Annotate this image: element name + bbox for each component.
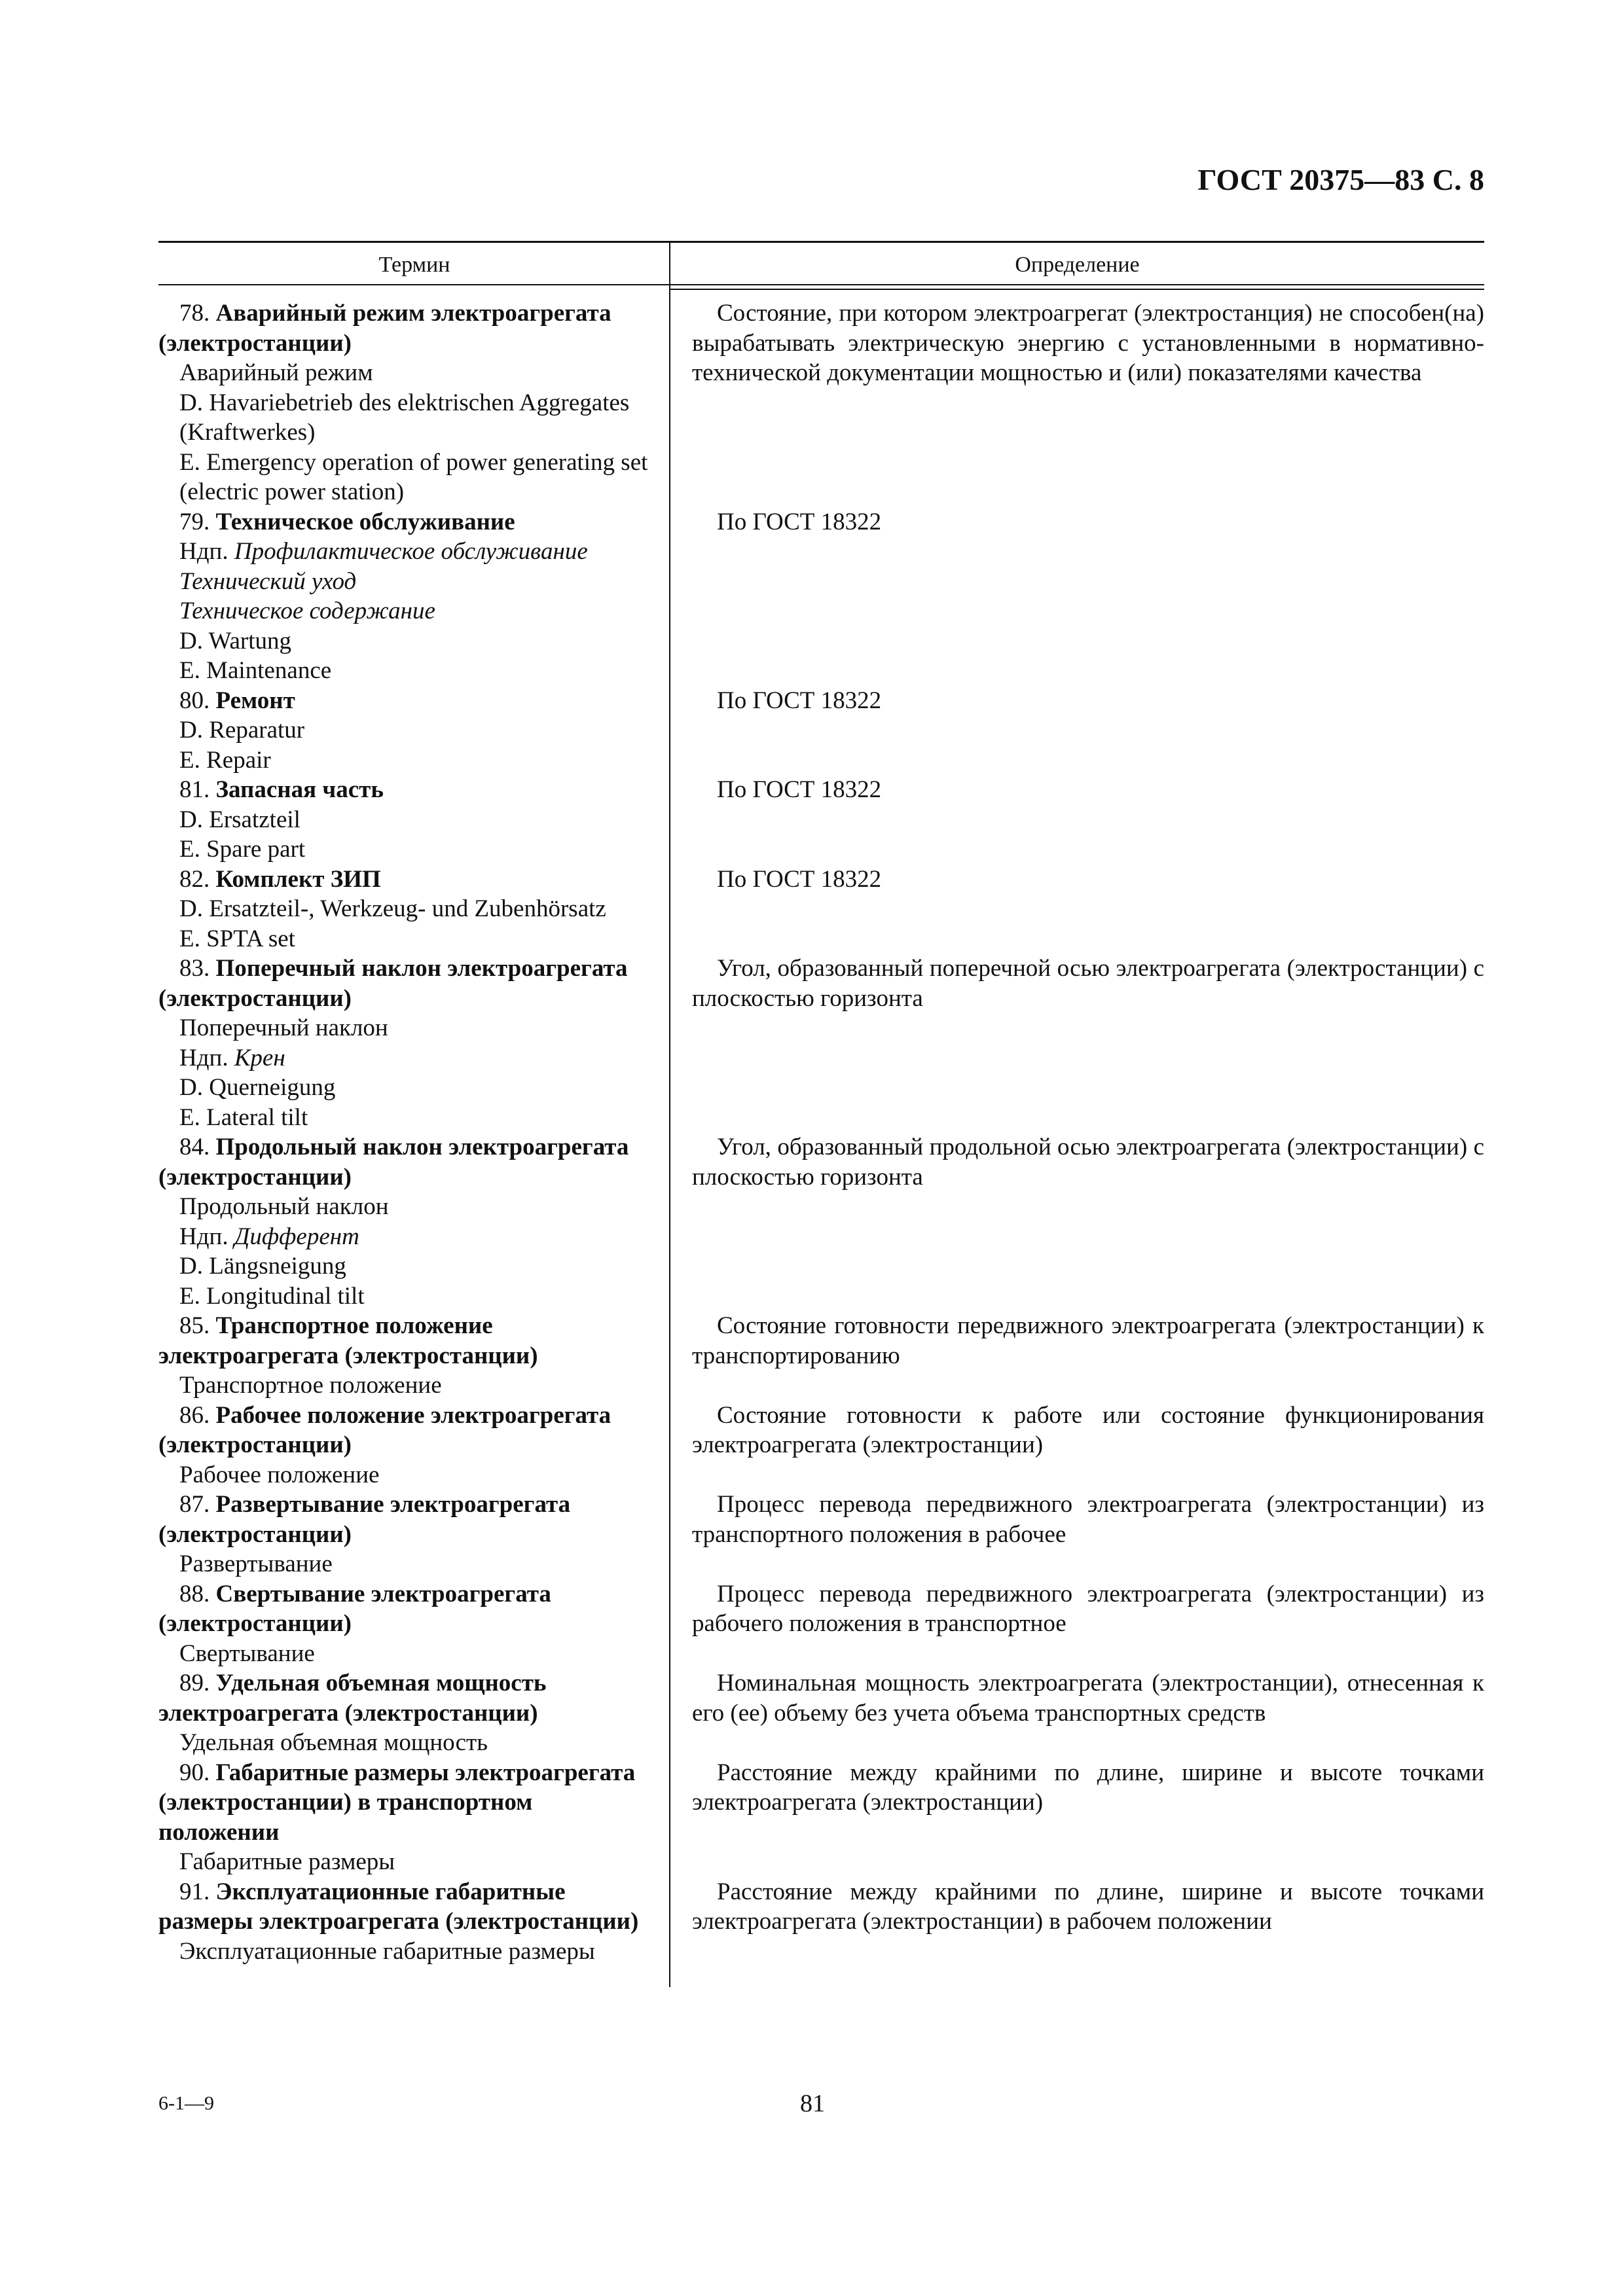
table-body xyxy=(158,298,1484,1966)
definition-text: Процесс перевода передвижного электроагрегата (электростанции) из транспортного положения в рабочее xyxy=(692,1491,1484,1548)
definition-text: По ГОСТ 18322 xyxy=(717,865,882,893)
term-number: 91. xyxy=(179,1878,216,1905)
term-equivalent: Транспортное положение xyxy=(179,1372,442,1399)
term-equivalent: E. SPTA set xyxy=(179,925,295,952)
term-number: 81. xyxy=(179,776,216,803)
term-cell xyxy=(158,507,656,686)
term-equivalent: Удельная объемная мощность xyxy=(179,1729,488,1756)
definition-cell xyxy=(692,1877,1484,1967)
table-row xyxy=(158,1311,1484,1401)
table-row xyxy=(158,1877,1484,1967)
term-title xyxy=(158,1490,656,1549)
term-number: 79. xyxy=(179,508,216,535)
table-header-row xyxy=(158,241,1484,285)
term-title xyxy=(158,686,656,716)
term-number: 86. xyxy=(179,1401,216,1429)
term-cell xyxy=(158,1490,656,1579)
definition-text: Состояние готовности к работе или состояние функционирования электроагрегата (электростанции) xyxy=(692,1401,1484,1458)
term-number: 88. xyxy=(179,1580,216,1607)
term-not-allowed xyxy=(158,1043,656,1073)
term-equivalent: E. Emergency operation of power generating set (electric power station) xyxy=(179,448,648,505)
table-row xyxy=(158,954,1484,1132)
term-title xyxy=(158,1668,656,1728)
term-equivalent: E. Lateral tilt xyxy=(179,1103,308,1131)
table-row xyxy=(158,1758,1484,1877)
term-equivalent: D. Ersatzteil-, Werkzeug- und Zubenhörsatz xyxy=(179,895,606,922)
term-number: 90. xyxy=(179,1759,216,1786)
definition-cell xyxy=(692,1401,1484,1490)
definition-text: Расстояние между крайними по длине, ширине и высоте точками электроагрегата (электростанции) xyxy=(692,1759,1484,1816)
term-equivalent: Рабочее положение xyxy=(179,1461,380,1488)
term-title xyxy=(158,1758,656,1848)
definition-text: По ГОСТ 18322 xyxy=(717,687,882,714)
term-equivalent: Габаритные размеры xyxy=(179,1848,395,1875)
definition-cell xyxy=(692,954,1484,1132)
term-cell xyxy=(158,298,656,507)
term-equivalent: D. Querneigung xyxy=(179,1074,336,1101)
ndp-term: Технический уход xyxy=(179,567,357,595)
ndp-label: Ндп. xyxy=(179,1044,234,1071)
term-equivalent: Аварийный режим xyxy=(179,359,373,386)
header-rule xyxy=(158,284,1484,285)
term-name: Свертывание электроагрегата (электростанции) xyxy=(158,1580,551,1637)
term-name: Развертывание электроагрегата (электростанции) xyxy=(158,1491,571,1548)
definition-cell xyxy=(692,775,1484,865)
definition-cell xyxy=(692,1311,1484,1401)
definition-cell xyxy=(692,298,1484,507)
definition-cell xyxy=(692,1490,1484,1579)
header-rule-double xyxy=(670,289,1484,290)
footer-code: 6-1—9 xyxy=(158,2092,214,2114)
definition-cell xyxy=(692,507,1484,686)
term-title xyxy=(158,298,656,358)
term-equivalent: E. Repair xyxy=(179,746,271,774)
table-row xyxy=(158,507,1484,686)
term-name: Комплект ЗИП xyxy=(215,865,381,893)
definition-text: Состояние готовности передвижного электроагрегата (электростанции) к транспортированию xyxy=(692,1312,1484,1369)
term-synonym: Поперечный наклон xyxy=(179,1014,388,1041)
term-number: 82. xyxy=(179,865,216,893)
definition-cell xyxy=(692,1758,1484,1877)
term-equivalent: E. Maintenance xyxy=(179,657,332,684)
term-number: 87. xyxy=(179,1491,216,1518)
term-equivalent: D. Wartung xyxy=(179,627,292,655)
term-title xyxy=(158,1132,656,1192)
document-header: ГОСТ 20375—83 С. 8 xyxy=(1197,163,1484,196)
term-title xyxy=(158,775,656,805)
table-row xyxy=(158,1132,1484,1311)
definition-text: Угол, образованный поперечной осью электроагрегата (электростанции) с плоскостью горизонта xyxy=(692,955,1484,1012)
term-name: Аварийный режим электроагрегата (электростанции) xyxy=(158,300,611,357)
term-number: 89. xyxy=(179,1670,216,1696)
ndp-label: Ндп. xyxy=(179,538,234,565)
definition-text: Расстояние между крайними по длине, ширине и высоте точками электроагрегата (электростанции) в рабочем положении xyxy=(692,1878,1484,1935)
term-number: 80. xyxy=(179,687,216,714)
ndp-term: Крен xyxy=(234,1044,285,1071)
definition-cell xyxy=(692,686,1484,776)
page-number: 81 xyxy=(800,2090,825,2117)
term-name: Продольный наклон электроагрегата (электростанции) xyxy=(158,1134,629,1191)
term-not-allowed xyxy=(158,537,656,567)
definition-text: Состояние, при котором электроагрегат (электростанция) не способен(на) вырабатывать электрическую энергию с установленными в нормативно-технической документации мощностью и (или) показателями качества xyxy=(692,300,1484,386)
term-name: Транспортное положение электроагрегата (электростанции) xyxy=(158,1312,538,1369)
term-equivalent: Эксплуатационные габаритные размеры xyxy=(179,1937,595,1965)
term-name: Поперечный наклон электроагрегата (электростанции) xyxy=(158,955,628,1012)
term-cell xyxy=(158,1579,656,1669)
term-equivalent: D. Reparatur xyxy=(179,717,305,744)
term-name: Эксплуатационные габаритные размеры электроагрегата (электростанции) xyxy=(158,1878,639,1935)
term-title xyxy=(158,1579,656,1639)
term-cell xyxy=(158,1758,656,1877)
term-title xyxy=(158,1311,656,1371)
term-name: Ремонт xyxy=(215,687,295,714)
term-number: 85. xyxy=(179,1312,216,1339)
definition-text: По ГОСТ 18322 xyxy=(717,508,882,535)
term-title xyxy=(158,865,656,895)
term-equivalent: D. Havariebetrieb des elektrischen Aggregates (Kraftwerkes) xyxy=(179,389,630,446)
term-title xyxy=(158,507,656,537)
ndp-label: Ндп. xyxy=(179,1223,234,1250)
term-equivalent: D. Ersatzteil xyxy=(179,806,301,833)
term-cell xyxy=(158,954,656,1132)
term-equivalent: D. Längsneigung xyxy=(179,1253,346,1280)
term-not-allowed xyxy=(158,596,656,626)
term-cell xyxy=(158,1132,656,1311)
term-cell xyxy=(158,1401,656,1490)
table-row xyxy=(158,1401,1484,1490)
term-title xyxy=(158,1401,656,1460)
column-header-definition: Определение xyxy=(1015,253,1140,277)
definition-text: Процесс перевода передвижного электроагрегата (электростанции) из рабочего положения в транспортное xyxy=(692,1580,1484,1637)
table-row xyxy=(158,1490,1484,1579)
term-name: Габаритные размеры электроагрегата (электростанции) в транспортном положении xyxy=(158,1759,636,1846)
term-equivalent: Свертывание xyxy=(179,1640,315,1667)
definition-text: Номинальная мощность электроагрегата (электростанции), отнесенная к его (ее) объему без учета объема транспортных средств xyxy=(692,1670,1484,1727)
term-number: 84. xyxy=(179,1134,216,1160)
term-name: Техническое обслуживание xyxy=(215,508,515,535)
column-header-term: Термин xyxy=(378,253,450,277)
term-title xyxy=(158,1877,656,1937)
term-not-allowed xyxy=(158,567,656,597)
term-name: Рабочее положение электроагрегата (электростанции) xyxy=(158,1401,611,1458)
term-equivalent: E. Spare part xyxy=(179,836,306,863)
definition-cell xyxy=(692,1668,1484,1758)
definition-cell xyxy=(692,1132,1484,1311)
definition-cell xyxy=(692,1579,1484,1669)
table-row xyxy=(158,775,1484,865)
ndp-term: Техническое содержание xyxy=(179,598,435,624)
table-row xyxy=(158,686,1484,776)
term-synonym: Продольный наклон xyxy=(179,1193,389,1220)
term-cell xyxy=(158,686,656,776)
definition-cell xyxy=(692,865,1484,954)
table-row xyxy=(158,298,1484,507)
term-cell xyxy=(158,1877,656,1967)
term-cell xyxy=(158,775,656,865)
term-number: 83. xyxy=(179,955,216,982)
term-cell xyxy=(158,1668,656,1758)
table-row xyxy=(158,1668,1484,1758)
term-equivalent: E. Longitudinal tilt xyxy=(179,1282,365,1310)
ndp-term: Профилактическое обслуживание xyxy=(234,538,588,565)
term-cell xyxy=(158,1311,656,1401)
term-number: 78. xyxy=(179,300,216,327)
table-row xyxy=(158,1579,1484,1669)
term-not-allowed xyxy=(158,1222,656,1252)
definition-text: Угол, образованный продольной осью электроагрегата (электростанции) с плоскостью горизонта xyxy=(692,1134,1484,1191)
table-row xyxy=(158,865,1484,954)
term-cell xyxy=(158,865,656,954)
term-title xyxy=(158,954,656,1013)
definition-text: По ГОСТ 18322 xyxy=(717,776,882,803)
term-equivalent: Развертывание xyxy=(179,1551,333,1577)
ndp-term: Дифферент xyxy=(234,1223,359,1250)
term-name: Удельная объемная мощность электроагрегата (электростанции) xyxy=(158,1670,547,1727)
term-name: Запасная часть xyxy=(215,776,384,803)
